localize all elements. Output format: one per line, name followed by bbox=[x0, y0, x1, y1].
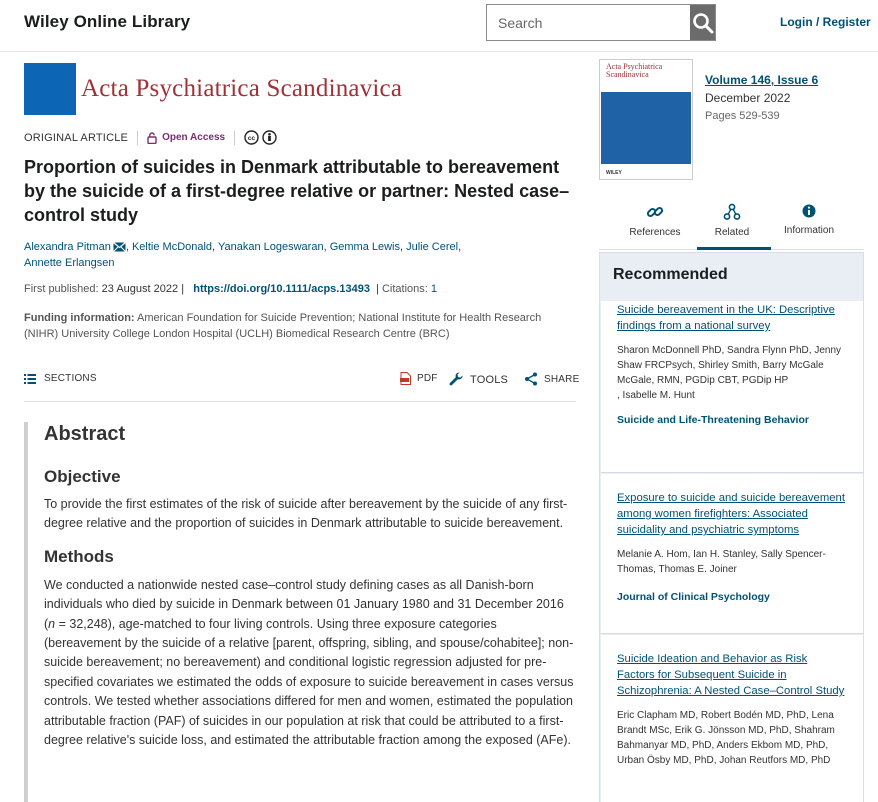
tools-label: TOOLS bbox=[470, 373, 509, 386]
issue-date: December 2022 bbox=[705, 91, 791, 105]
recommended-authors: Eric Clapham MD, Robert Bodén MD, PhD, Lena Brandt MSc, Erik G. Jönsson MD, PhD, Shahram Bahmanyar MD, PhD, Anders Ekbom MD, PhD, Urban Ösby MD, PhD, Johan Reutfors MD, PhD bbox=[617, 710, 835, 766]
first-published-date: 23 August 2022 bbox=[101, 283, 179, 295]
volume-issue-link[interactable]: Volume 146, Issue 6 bbox=[705, 73, 819, 87]
info-icon bbox=[801, 203, 817, 219]
open-access-label: Open Access bbox=[162, 132, 226, 143]
pdf-button[interactable] bbox=[400, 372, 438, 385]
recommended-item bbox=[601, 635, 863, 802]
sections-label: SECTIONS bbox=[44, 373, 97, 384]
envelope-icon[interactable] bbox=[113, 242, 126, 252]
svg-text:cc: cc bbox=[247, 135, 256, 143]
objective-heading: Objective bbox=[44, 467, 121, 486]
recommended-item bbox=[601, 301, 863, 473]
pdf-icon bbox=[400, 372, 411, 385]
recommended-title-link[interactable]: Exposure to suicide and suicide bereavement among women firefighters: Associated suicidality and psychiatric symptoms bbox=[617, 492, 845, 536]
author-link[interactable]: Alexandra Pitman bbox=[24, 241, 111, 253]
search-button[interactable] bbox=[690, 5, 715, 40]
cover-title: Acta Psychiatrica Scandinavica bbox=[606, 62, 663, 79]
divider bbox=[137, 131, 138, 145]
search-box bbox=[486, 4, 716, 41]
article-type: ORIGINAL ARTICLE bbox=[24, 131, 129, 144]
recommended-title-link[interactable]: Suicide Ideation and Behavior as Risk Factors for Subsequent Suicide in Schizophrenia: A Nested Case–Control Study bbox=[617, 653, 845, 697]
methods-heading: Methods bbox=[44, 546, 114, 566]
search-icon bbox=[692, 12, 714, 34]
tab-information[interactable] bbox=[769, 203, 849, 236]
recommended-title-link[interactable]: Suicide bereavement in the UK: Descriptive findings from a national survey bbox=[617, 304, 835, 332]
recommended-heading: Recommended bbox=[613, 266, 728, 283]
journal-name: Acta Psychiatrica Scandinavica bbox=[81, 75, 403, 102]
article-title: Proportion of suicides in Denmark attributable to bereavement by the suicide of a first-degree relative or partner: Nested case–control study bbox=[24, 157, 570, 225]
methods-text bbox=[44, 576, 576, 751]
side-tabs bbox=[617, 203, 864, 248]
recommended-journal-link[interactable]: Suicide and Life-Threatening Behavior bbox=[617, 414, 809, 426]
methods-text-part: We conducted a nationwide nested case–control study defining cases as all Danish-born individuals who died by suicide in Denmark between 01 January 1980 and 31 December 2016 ( bbox=[44, 577, 564, 631]
share-icon bbox=[524, 372, 538, 386]
abstract-section bbox=[24, 422, 576, 802]
link-icon bbox=[646, 203, 664, 221]
open-access-badge bbox=[147, 132, 225, 144]
tab-related[interactable] bbox=[692, 203, 772, 238]
citations-label: Citations: bbox=[381, 283, 428, 295]
top-bar bbox=[0, 0, 878, 52]
funding-info bbox=[24, 310, 564, 342]
cover-art bbox=[601, 92, 691, 164]
cover-publisher: WILEY bbox=[606, 170, 622, 176]
site-logo[interactable]: Wiley Online Library bbox=[24, 12, 191, 31]
active-tab-indicator bbox=[697, 247, 771, 250]
recommended-authors: Sharon McDonnell PhD, Sandra Flynn PhD, Jenny Shaw FRCPsych, Shirley Smith, Barry McGale McGale, RMN, PGDip CBT, PGDip HP , Isabelle M. Hunt bbox=[617, 345, 842, 401]
citations-count[interactable]: 1 bbox=[430, 283, 438, 295]
network-icon bbox=[723, 203, 741, 221]
article-toolbar bbox=[24, 370, 580, 402]
author-link[interactable]: Keltie McDonald bbox=[131, 241, 213, 253]
search-input[interactable] bbox=[487, 5, 690, 40]
journal-cover[interactable] bbox=[599, 59, 693, 180]
sections-button[interactable] bbox=[24, 373, 97, 384]
tools-button[interactable] bbox=[449, 372, 508, 387]
doi-link[interactable]: https://doi.org/10.1111/acps.13493 bbox=[193, 283, 370, 295]
license-icons[interactable] bbox=[244, 130, 280, 145]
publication-info: First published: 23 August 2022 | https://doi.org/10.1111/acps.13493 | Citations: 1 bbox=[24, 283, 438, 295]
author-link[interactable]: Annette Erlangsen bbox=[24, 257, 115, 269]
tab-references-label: References bbox=[629, 227, 681, 238]
recommended-item bbox=[601, 474, 863, 634]
issue-info bbox=[705, 71, 818, 125]
wrench-icon bbox=[449, 372, 464, 387]
author-list: Alexandra Pitman , Keltie McDonald, Yanakan Logeswaran, Gemma Lewis, Julie Cerel, Annette Erlangsen bbox=[24, 241, 462, 269]
open-lock-icon bbox=[147, 132, 157, 144]
share-button[interactable] bbox=[524, 372, 579, 386]
methods-text-part: = 32,248), age-matched to four living controls. Using three exposure categories (bereavement by the suicide of a relative [parent, offspring, sibling, and spouse/cohabitee]; non-suicide bereavement; no bereavement) and conditional logistic regression adjusted for pre-specified covariates we estimated the odds of exposure to suicide bereavement in cases versus controls. We tested whether associations differed for men and women, estimated the population attributable fraction (PAF) of suicides in our population at risk that could be attributed to a first-degree relative's suicide loss, and estimated the attributable fraction among the exposed (AFe). bbox=[44, 616, 574, 748]
creative-commons-icon bbox=[244, 130, 259, 145]
tab-references[interactable] bbox=[615, 203, 695, 238]
issue-pages: Pages 529-539 bbox=[705, 110, 780, 122]
methods-n-symbol: n bbox=[48, 616, 56, 631]
funding-label: Funding information: bbox=[24, 312, 135, 324]
attribution-icon bbox=[262, 130, 277, 145]
funding-text: American Foundation for Suicide Prevention; National Institute for Health Research (NIHR) University College London Hospital (UCLH) Biomedical Research Centre (BRC) bbox=[24, 312, 542, 340]
article-meta-row bbox=[24, 130, 280, 145]
author-link[interactable]: Julie Cerel bbox=[406, 241, 459, 253]
divider bbox=[234, 131, 235, 145]
login-register-link[interactable]: Login / Register bbox=[780, 15, 871, 29]
author-link[interactable]: Yanakan Logeswaran bbox=[217, 241, 324, 253]
author-link[interactable]: Gemma Lewis bbox=[329, 241, 400, 253]
share-label: SHARE bbox=[544, 373, 580, 385]
recommended-journal-link[interactable]: Journal of Clinical Psychology bbox=[617, 591, 770, 603]
journal-logo-square bbox=[24, 63, 76, 115]
abstract-heading: Abstract bbox=[44, 423, 126, 445]
pdf-label: PDF bbox=[417, 373, 438, 384]
recommended-panel bbox=[599, 252, 864, 802]
objective-text: To provide the first estimates of the risk of suicide after bereavement by the suicide of any first-degree relative and the proportion of suicides in Denmark attributable to suicide bereavement. bbox=[44, 497, 568, 531]
journal-banner[interactable] bbox=[24, 63, 402, 115]
recommended-authors: Melanie A. Hom, Ian H. Stanley, Sally Spencer-Thomas, Thomas E. Joiner bbox=[617, 549, 826, 575]
tab-information-label: Information bbox=[783, 225, 835, 236]
list-icon bbox=[24, 374, 36, 384]
tab-related-label: Related bbox=[714, 227, 750, 238]
first-published-label: First published: bbox=[24, 283, 99, 295]
